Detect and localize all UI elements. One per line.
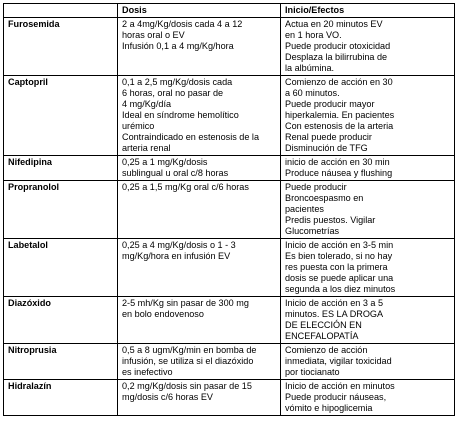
- dose-line: es inefectivo: [122, 367, 173, 377]
- effects-line: Actua en 20 minutos EV: [285, 19, 383, 29]
- effects-cell: [281, 297, 455, 344]
- header-row: [4, 4, 455, 18]
- table-row: [4, 181, 455, 239]
- effects-line: Comienzo de acción en 30: [285, 77, 393, 87]
- effects-line: segunda a los diez minutos: [285, 284, 396, 294]
- dose-line: en bolo endovenoso: [122, 309, 204, 319]
- drug-name: Captopril: [4, 76, 118, 156]
- effects-line: por tiocianato: [285, 367, 340, 377]
- effects-line: Disminución de TFG: [285, 143, 368, 153]
- table-row: [4, 344, 455, 380]
- table-row: [4, 156, 455, 181]
- header-drug: [4, 4, 118, 18]
- drug-name: Furosemida: [4, 18, 118, 76]
- table-row: [4, 297, 455, 344]
- effects-line: Predis puestos. Vigilar: [285, 215, 376, 225]
- drug-name: Diazóxido: [4, 297, 118, 344]
- effects-line: la albúmina.: [285, 63, 335, 73]
- effects-line: hiperkalemia. En pacientes: [285, 110, 395, 120]
- effects-line: Es bien tolerado, si no hay: [285, 251, 393, 261]
- effects-line: inicio de acción en 30 min: [285, 157, 390, 167]
- header-dose: Dosis: [118, 4, 281, 18]
- dose-line: arteria renal: [122, 143, 171, 153]
- effects-line: a 60 minutos.: [285, 88, 340, 98]
- effects-line: Inicio de acción en minutos: [285, 381, 395, 391]
- effects-cell: [281, 181, 455, 239]
- dose-line: mg/Kg/hora en infusión EV: [122, 251, 231, 261]
- dose-line: 0,25 a 4 mg/Kg/dosis o 1 - 3: [122, 240, 236, 250]
- dose-line: horas oral o EV: [122, 30, 185, 40]
- dose-line: 6 horas, oral no pasar de: [122, 88, 224, 98]
- effects-cell: [281, 344, 455, 380]
- effects-line: Puede producir: [285, 182, 347, 192]
- effects-line: Puede producir náuseas,: [285, 392, 387, 402]
- dose-line: 0,1 a 2,5 mg/Kg/dosis cada: [122, 77, 233, 87]
- effects-line: DE ELECCIÓN EN: [285, 320, 362, 330]
- table-body: [4, 18, 455, 416]
- dose-cell: [118, 380, 281, 416]
- dose-line: mg/dosis c/6 horas EV: [122, 392, 213, 402]
- effects-line: Renal puede producir: [285, 132, 372, 142]
- header-effects: Inicio/Efectos: [281, 4, 455, 18]
- effects-line: en 1 hora VO.: [285, 30, 342, 40]
- dose-line: infusión, se utiliza si el diazóxido: [122, 356, 254, 366]
- dose-cell: [118, 297, 281, 344]
- dose-cell: [118, 344, 281, 380]
- dose-line: 2-5 mh/Kg sin pasar de 300 mg: [122, 298, 249, 308]
- effects-line: Produce náusea y flushing: [285, 168, 393, 178]
- effects-line: Puede producir mayor: [285, 99, 375, 109]
- effects-line: Glucometrías: [285, 226, 340, 236]
- drug-name: Nifedipina: [4, 156, 118, 181]
- dose-line: 2 a 4mg/Kg/dosis cada 4 a 12: [122, 19, 243, 29]
- dose-line: Contraindicado en estenosis de la: [122, 132, 260, 142]
- effects-line: vómito e hipoglicemia: [285, 403, 373, 413]
- effects-line: Inicio de acción en 3 a 5: [285, 298, 384, 308]
- effects-line: Desplaza la bilirrubina de: [285, 52, 388, 62]
- effects-line: inmediata, vigilar toxicidad: [285, 356, 392, 366]
- effects-cell: [281, 239, 455, 297]
- dose-line: 4 mg/Kg/día: [122, 99, 172, 109]
- dose-line: Ideal en síndrome hemolítico: [122, 110, 239, 120]
- drug-dosage-table: [3, 3, 455, 416]
- drug-name: Labetalol: [4, 239, 118, 297]
- effects-cell: [281, 380, 455, 416]
- dose-cell: [118, 18, 281, 76]
- effects-line: minutos. ES LA DROGA: [285, 309, 384, 319]
- dose-cell: [118, 181, 281, 239]
- effects-line: Con estenosis de la arteria: [285, 121, 394, 131]
- table-row: [4, 18, 455, 76]
- effects-line: ENCEFALOPATÍA: [285, 331, 359, 341]
- effects-line: Comienzo de acción: [285, 345, 368, 355]
- effects-line: res puesta con la primera: [285, 262, 388, 272]
- table-row: [4, 239, 455, 297]
- effects-line: Inicio de acción en 3-5 min: [285, 240, 394, 250]
- dose-line: Infusión 0,1 a 4 mg/Kg/hora: [122, 41, 234, 51]
- effects-line: Broncoespasmo en: [285, 193, 364, 203]
- effects-cell: [281, 18, 455, 76]
- dose-line: sublingual u oral c/8 horas: [122, 168, 229, 178]
- dose-line: 0,2 mg/Kg/dosis sin pasar de 15: [122, 381, 252, 391]
- dose-cell: [118, 156, 281, 181]
- drug-name: Nitroprusia: [4, 344, 118, 380]
- effects-cell: [281, 156, 455, 181]
- effects-line: pacientes: [285, 204, 324, 214]
- drug-name: Propranolol: [4, 181, 118, 239]
- dose-line: urémico: [122, 121, 155, 131]
- dose-line: 0,25 a 1 mg/Kg/dosis: [122, 157, 208, 167]
- drug-name: Hidralazín: [4, 380, 118, 416]
- dose-cell: [118, 239, 281, 297]
- dose-line: 0,5 a 8 ugm/Kg/min en bomba de: [122, 345, 257, 355]
- effects-cell: [281, 76, 455, 156]
- dose-cell: [118, 76, 281, 156]
- effects-line: Puede producir otoxicidad: [285, 41, 391, 51]
- effects-line: dosis se puede aplicar una: [285, 273, 394, 283]
- table-row: [4, 380, 455, 416]
- dose-line: 0,25 a 1,5 mg/Kg oral c/6 horas: [122, 182, 249, 192]
- table-row: [4, 76, 455, 156]
